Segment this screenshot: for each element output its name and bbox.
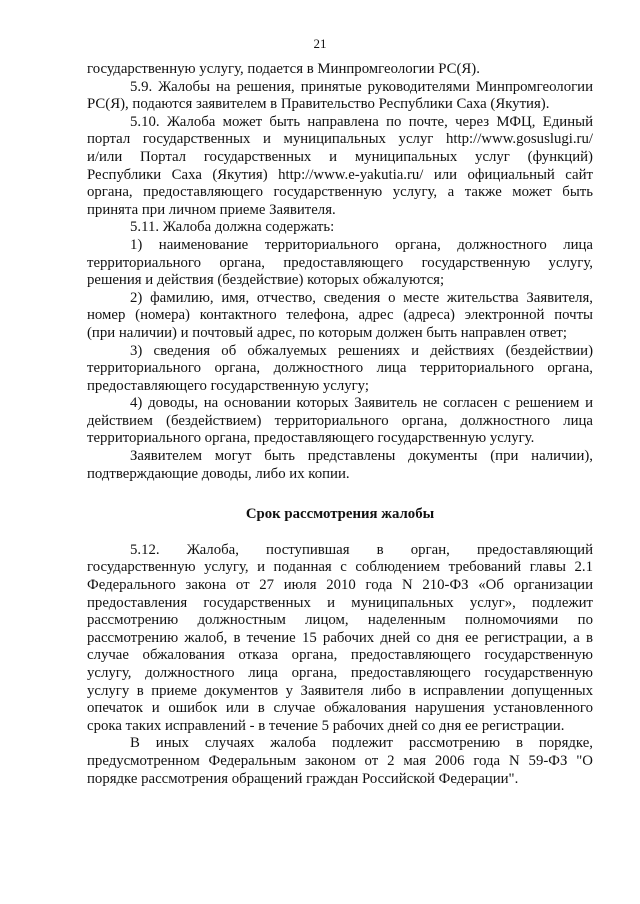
- section-top-text: [87, 61, 593, 483]
- text-line: номер (номера) контактного телефона, адрес (адреса) электронной почты: [87, 307, 593, 324]
- text-line: рассмотрению должностным лицом, наделенным полномочиями по: [87, 612, 593, 629]
- text-line: принята при личном приеме Заявителя.: [87, 201, 336, 218]
- text-line: 1) наименование территориального органа, должностного лица: [130, 236, 593, 253]
- page-number: 21: [313, 36, 327, 51]
- text-line: услугу, должностного лица органа, предоставляющего государственную: [87, 665, 593, 681]
- text-line: порядке рассмотрения обращений граждан Российской Федерации".: [87, 770, 519, 787]
- text-line: органа, предоставляющего государственную услугу, а также может быть: [87, 184, 593, 201]
- text-line: территориального органа, предоставляющего государственную услугу.: [87, 430, 535, 447]
- text-line: 5.11. Жалоба должна содержать:: [130, 219, 335, 236]
- text-line: 2) фамилию, имя, отчество, сведения о месте жительства Заявителя,: [130, 289, 593, 306]
- text-line: территориального органа, должностного лица территориального органа,: [87, 360, 593, 377]
- text-line: услугу в приеме документов у Заявителя либо в исправлении допущенных: [87, 682, 593, 699]
- text-line: 3) сведения об обжалуемых решениях и действиях (бездействии): [130, 342, 593, 359]
- text-line: опечаток и ошибок или в случае обжалования нарушения установленного: [87, 700, 593, 717]
- text-line: В иных случаях жалоба подлежит рассмотрению в порядке,: [130, 735, 593, 752]
- text-line: срока таких исправлений - в течение 5 рабочих дней со дня ее регистрации.: [87, 717, 565, 734]
- text-line: государственную услугу, и поданная с соблюдением требований главы 2.1: [87, 559, 593, 576]
- text-line: подтверждающие доводы, либо их копии.: [87, 465, 350, 482]
- text-line: государственную услугу, подается в Минпромгеологии РС(Я).: [87, 61, 480, 77]
- section-heading: Срок рассмотрения жалобы: [245, 506, 435, 523]
- text-line: портал государственных и муниципальных услуг http://www.gosuslugi.ru/: [87, 131, 593, 148]
- text-line: 5.10. Жалоба может быть направлена по почте, через МФЦ, Единый: [130, 113, 593, 130]
- text-line: Федерального закона от 27 июля 2010 года N 210-ФЗ «Об организации: [87, 577, 593, 594]
- text-line: РС(Я), подаются заявителем в Правительство Республики Саха (Якутия).: [87, 96, 550, 113]
- text-line: Заявителем могут быть представлены документы (при наличии),: [130, 448, 593, 465]
- text-line: территориального органа, предоставляющего государственную услугу,: [87, 254, 593, 271]
- text-line: предусмотренном Федеральным законом от 2 мая 2006 года N 59-ФЗ "О: [87, 752, 593, 769]
- spacer: [87, 483, 593, 506]
- text-line: решения и действия (бездействие) которых обжалуются;: [87, 272, 445, 289]
- text-line: Республики Саха (Якутия) http://www.e-yakutia.ru/ или официальный сайт: [87, 166, 593, 183]
- text-line: и/или Портал государственных и муниципальных услуг (функций): [87, 148, 593, 165]
- text-line: 5.9. Жалобы на решения, принятые руководителями Минпромгеологии: [130, 78, 593, 95]
- spacer: [87, 524, 593, 542]
- text-line: рассмотрению жалоб, в течение 15 рабочих дней со дня ее регистрации, а в: [87, 629, 593, 646]
- text-line: предоставляющего государственную услугу;: [87, 377, 369, 394]
- document-body: [87, 61, 593, 788]
- text-line: действием (бездействием) территориального органа, должностного лица: [87, 412, 593, 429]
- text-line: 4) доводы, на основании которых Заявитель не согласен с решением и: [130, 395, 593, 412]
- text-line: случае обжалования отказа органа, предоставляющего государственную: [87, 647, 593, 664]
- text-line: 5.12. Жалоба, поступившая в орган, предоставляющий: [130, 541, 593, 558]
- text-line: предоставления государственных и муниципальных услуг», подлежит: [87, 594, 593, 611]
- section-bottom-text: [87, 542, 593, 788]
- text-line: (при наличии) и почтовый адрес, по которым должен быть направлен ответ;: [87, 324, 567, 341]
